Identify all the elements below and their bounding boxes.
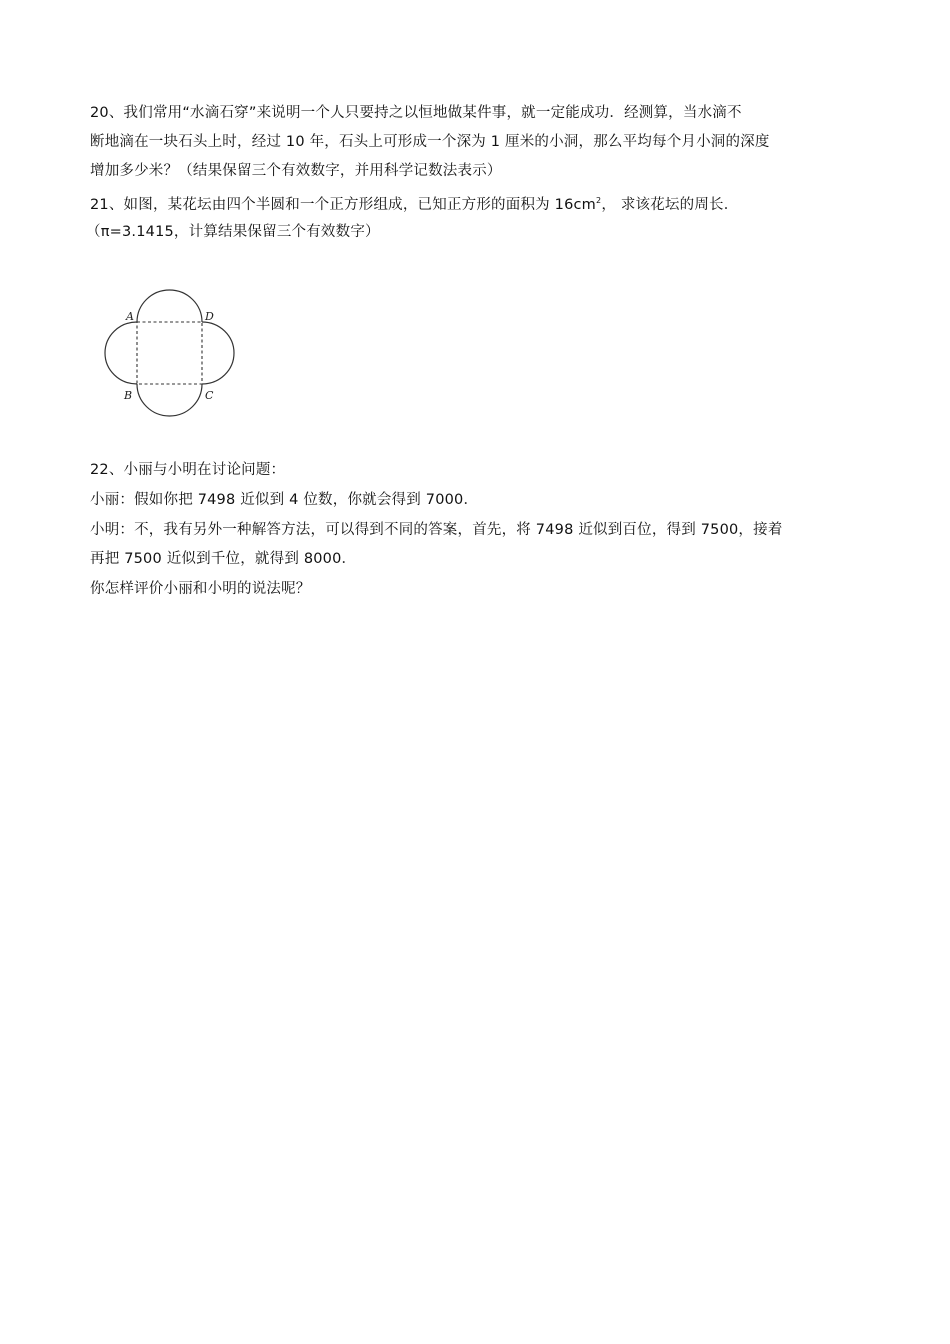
label-d: D bbox=[205, 310, 214, 323]
top-semicircle bbox=[137, 290, 202, 322]
left-semicircle bbox=[105, 322, 137, 384]
q21-line-1 bbox=[90, 191, 738, 215]
q21-superscript: 2 bbox=[596, 196, 602, 205]
label-c: C bbox=[205, 389, 214, 402]
bottom-semicircle bbox=[137, 384, 202, 416]
right-semicircle bbox=[202, 322, 234, 384]
q22-line-3: 小明：不，我有另外一种解答方法，可以得到不同的答案，首先，将 7498 近似到百位，得到 7500，接着 bbox=[90, 522, 783, 538]
q20-line-3: 增加多少米？（结果保留三个有效数字，并用科学记数法表示） bbox=[90, 163, 502, 179]
q22-line-5: 你怎样评价小丽和小明的说法呢？ bbox=[90, 581, 311, 597]
q21-text-a: 21、如图，某花坛由四个半圆和一个正方形组成，已知正方形的面积为 16cm bbox=[90, 196, 597, 213]
label-b: B bbox=[124, 389, 133, 402]
q20-line-1: 20、我们常用“水滴石穿”来说明一个人只要持之以恒地做某件事，就一定能成功．经测算，当水滴不 bbox=[90, 105, 742, 121]
q22-line-4: 再把 7500 近似到千位，就得到 8000． bbox=[90, 551, 357, 567]
q20-line-2: 断地滴在一块石头上时，经过 10 年，石头上可形成一个深为 1 厘米的小洞，那么平均每个月小洞的深度 bbox=[90, 134, 770, 150]
flower-bed-figure bbox=[95, 282, 245, 427]
q22-line-2: 小丽：假如你把 7498 近似到 4 位数，你就会得到 7000． bbox=[90, 492, 479, 508]
label-a: A bbox=[126, 310, 134, 323]
square-outline bbox=[137, 322, 202, 384]
q22-line-1: 22、小丽与小明在讨论问题： bbox=[90, 462, 286, 478]
q21-text-b: ， 求该花坛的周长． bbox=[601, 196, 739, 213]
q21-line-2: （π=3.1415，计算结果保留三个有效数字） bbox=[86, 224, 380, 240]
